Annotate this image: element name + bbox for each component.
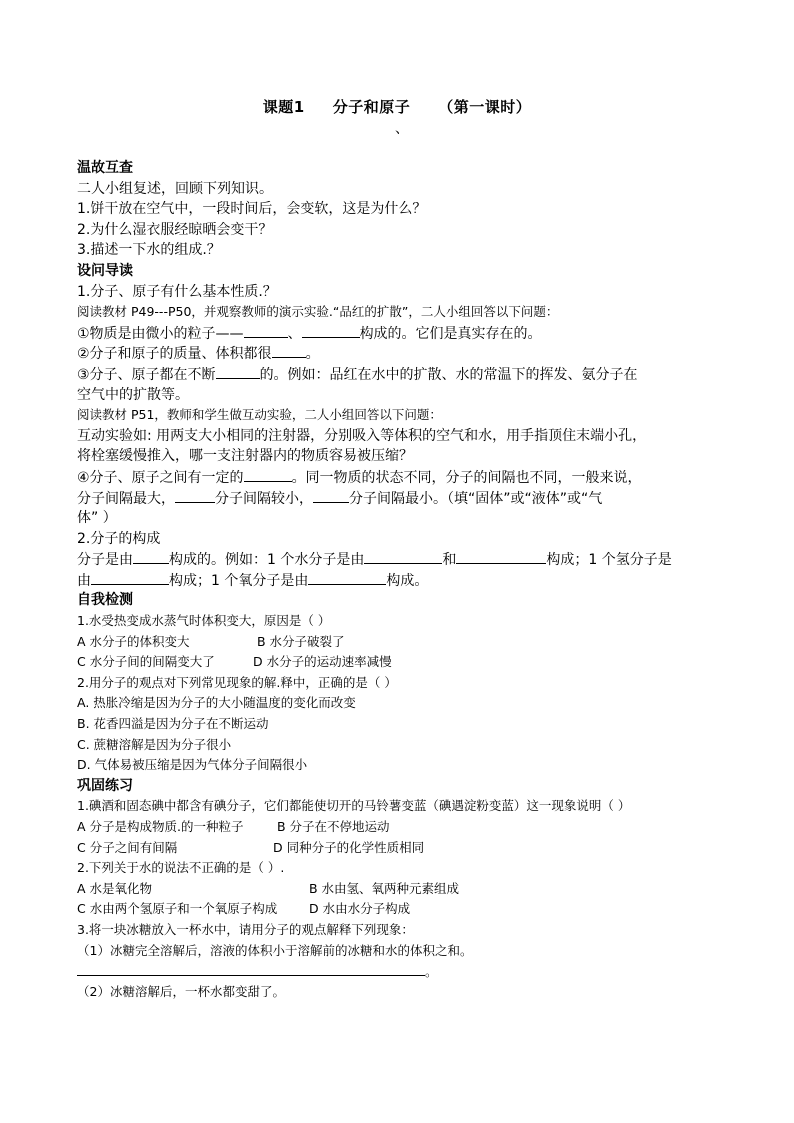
review-question-3: 3.描述一下水的组成.？ — [77, 242, 221, 259]
answer-line[interactable] — [77, 961, 425, 976]
review-intro: 二人小组复述，回顾下列知识。 — [77, 180, 273, 197]
blank-3[interactable] — [272, 343, 306, 358]
guide-question-1: 1.分子、原子有什么基本性质.？ — [77, 283, 277, 300]
item-1-text-b: 、 — [287, 325, 302, 342]
mol-text-f: 构成；1 个氧分子是由 — [169, 572, 309, 589]
selfcheck-q2-option-d[interactable]: D. 气体易被压缩是因为气体分子间隔很小 — [77, 757, 308, 773]
option-d[interactable]: D 水分子的运动速率减慢 — [253, 654, 392, 670]
page-title — [0, 96, 794, 117]
item-1-text-a: ①物质是由微小的粒子—— — [77, 325, 244, 342]
selfcheck-q2-option-c[interactable]: C. 蔗糖溶解是因为分子很小 — [77, 736, 232, 752]
blank-8[interactable] — [133, 549, 169, 564]
practice-q1-options-ab — [77, 817, 722, 838]
mol-text-c: 和 — [442, 552, 457, 569]
blank-11[interactable] — [91, 570, 169, 585]
mol-text-e: 由 — [77, 572, 91, 589]
stray-mark: 、 — [395, 121, 409, 137]
guide-heading: 设问导读 — [77, 262, 133, 279]
practice-question-1: 1.碘酒和固态碘中都含有碘分子，它们都能使切开的马铃薯变蓝（碘遇淀粉变蓝）这一现象说明（ ） — [77, 798, 631, 814]
item-2-text-b: 。 — [305, 346, 320, 363]
guide-item-2 — [77, 343, 722, 364]
item-4-text-a: ④分子、原子之间有一定的 — [77, 469, 244, 486]
blank-7[interactable] — [313, 488, 349, 503]
option-c[interactable]: C 水由两个氢原子和一个氧原子构成 — [77, 901, 278, 917]
blank-12[interactable] — [308, 570, 386, 585]
practice-q2-options-cd — [77, 899, 722, 920]
option-d[interactable]: D 水由水分子构成 — [309, 901, 411, 917]
mol-text-d: 构成；1 个氢分子是 — [546, 552, 672, 569]
selfcheck-q1-options-ab — [77, 632, 722, 653]
option-b[interactable]: B 分子在不停地运动 — [277, 819, 390, 834]
review-question-2: 2.为什么湿衣服经晾晒会变干？ — [77, 221, 273, 238]
practice-question-3: 3.将一块冰糖放入一杯水中，请用分子的观点解释下列现象： — [77, 921, 414, 937]
selfcheck-q2-option-b[interactable]: B. 花香四溢是因为分子在不断运动 — [77, 716, 269, 732]
item-2-text-a: ②分子和原子的质量、体积都很 — [77, 346, 272, 363]
option-b[interactable]: B 水分子破裂了 — [257, 633, 345, 649]
molecule-line-2 — [77, 570, 722, 591]
mol-text-g: 构成。 — [386, 572, 429, 589]
selfcheck-q1-options-cd — [77, 652, 722, 673]
guide-experiment-2: 将栓塞缓慢推入，哪一支注射器内的物质容易被压缩？ — [77, 448, 413, 465]
selfcheck-question-2: 2.用分子的观点对下列常见现象的解.释中，正确的是（ ） — [77, 674, 397, 690]
lesson-name: 分子和原子 — [332, 98, 411, 116]
lesson-number: 课题1 — [262, 98, 305, 116]
practice-q3-part-1: （1）冰糖完全溶解后，溶液的体积小于溶解前的冰糖和水的体积之和。 — [77, 942, 473, 958]
guide-item-4 — [77, 467, 722, 488]
option-b[interactable]: B 水由氢、氧两种元素组成 — [309, 880, 460, 896]
guide-experiment-1: 互动实验如: 用两支大小相同的注射器，分别吸入等体积的空气和水，用手指顶住末端小孔， — [77, 427, 647, 444]
practice-q2-options-ab — [77, 879, 722, 900]
option-a[interactable]: A 水是氧化物 — [77, 880, 153, 896]
molecule-line-1 — [77, 549, 722, 570]
item-4-text-c: 分子间隔最大， — [77, 490, 175, 507]
option-a[interactable]: A 水分子的体积变大 — [77, 633, 190, 649]
guide-item-3 — [77, 364, 722, 385]
lesson-period: （第一课时） — [438, 98, 532, 116]
review-question-1: 1.饼干放在空气中，一段时间后，会变软，这是为什么？ — [77, 201, 427, 218]
guide-item-4-cont — [77, 488, 722, 509]
guide-reading-1: 阅读教材 P49---P50，并观察教师的演示实验.“品红的扩散”，二人小组回答以下问题： — [77, 304, 559, 320]
blank-5[interactable] — [244, 467, 292, 482]
blank-9[interactable] — [364, 549, 442, 564]
blank-2[interactable] — [302, 323, 360, 338]
mol-text-b: 构成的。例如：1 个水分子是由 — [169, 552, 365, 569]
practice-question-2: 2.下列关于水的说法不正确的是（ ）. — [77, 860, 285, 876]
blank-1[interactable] — [244, 323, 288, 338]
item-3-text-a: ③分子、原子都在不断 — [77, 366, 216, 383]
option-c[interactable]: C 水分子间的间隔变大了 — [77, 654, 215, 670]
guide-item-3-cont: 空气中的扩散等。 — [77, 386, 189, 403]
option-d[interactable]: D 同种分子的化学性质相同 — [273, 839, 425, 855]
selfcheck-question-1: 1.水受热变成水蒸气时体积变大，原因是（ ） — [77, 613, 331, 629]
blank-6[interactable] — [175, 488, 215, 503]
item-1-text-c: 构成的。它们是真实存在的。 — [359, 325, 542, 342]
blank-10[interactable] — [456, 549, 546, 564]
mol-text-a: 分子是由 — [77, 552, 133, 569]
blank-4[interactable] — [216, 364, 260, 379]
selfcheck-heading: 自我检测 — [77, 592, 133, 609]
item-4-text-e: 分子间隔最小。（填“固体”或“液体”或“气 — [349, 490, 603, 507]
guide-question-2: 2.分子的构成 — [77, 530, 161, 547]
practice-q3-answer-line — [77, 961, 722, 982]
practice-q3-part-2: （2）冰糖溶解后，一杯水都变甜了。 — [77, 983, 285, 999]
item-4-text-d: 分子间隔较小， — [215, 490, 313, 507]
option-c[interactable]: C 分子之间有间隔 — [77, 839, 178, 855]
guide-item-1 — [77, 323, 722, 344]
guide-reading-2: 阅读教材 P51，教师和学生做互动实验，二人小组回答以下问题： — [77, 407, 442, 423]
practice-heading: 巩固练习 — [77, 777, 133, 794]
option-a[interactable]: A 分子是构成物质.的一种粒子 — [77, 819, 244, 834]
practice-q1-options-cd — [77, 838, 722, 859]
worksheet-content — [77, 158, 722, 1002]
selfcheck-q2-option-a[interactable]: A. 热胀冷缩是因为分子的大小随温度的变化而改变 — [77, 695, 356, 711]
item-4-text-b: 。同一物质的状态不同，分子的间隔也不同，一般来说， — [291, 469, 642, 486]
review-heading: 温故互查 — [77, 160, 133, 176]
guide-item-4-end: 体” ） — [77, 510, 117, 527]
item-3-text-b: 的。例如：品红在水中的扩散、水的常温下的挥发、氨分子在 — [259, 366, 638, 383]
answer-end: 。 — [425, 964, 438, 980]
